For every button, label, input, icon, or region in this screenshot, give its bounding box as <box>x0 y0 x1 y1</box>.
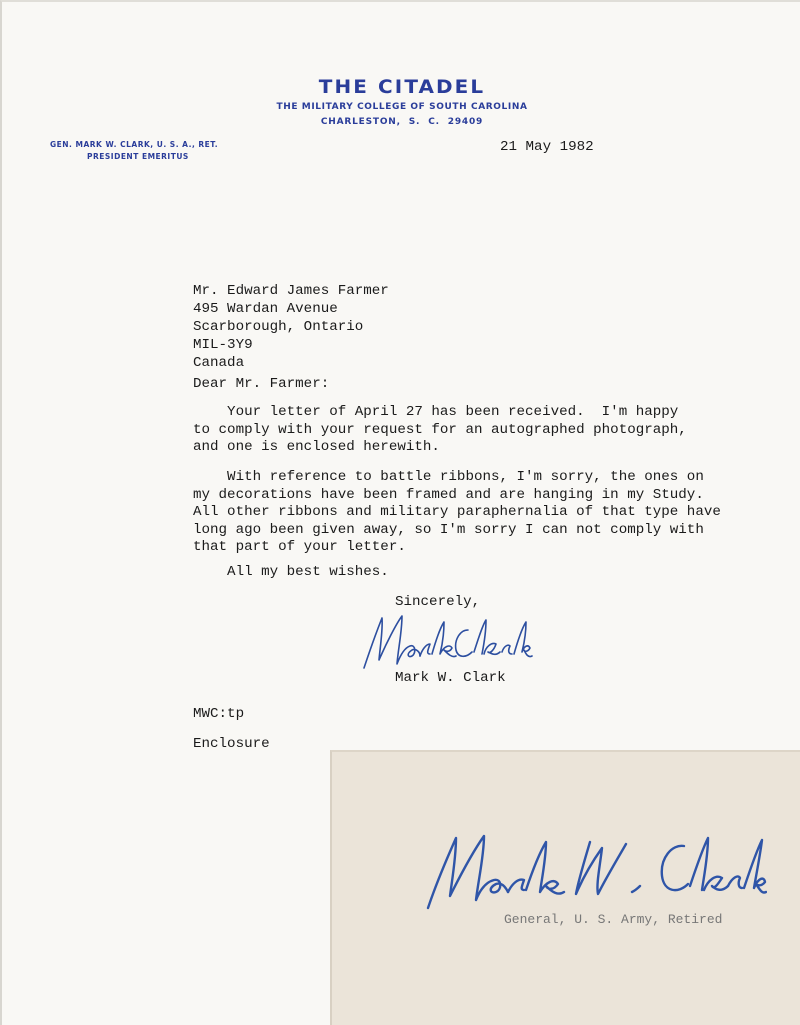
card-title: General, U. S. Army, Retired <box>504 912 723 927</box>
paragraph-2: With reference to battle ribbons, I'm sorry, the ones on my decorations have been framed and are hanging in my Study. All other ribbons and military paraphernalia of that type have long ago been given away, so I'm sorry I can not comply with that part of your letter. <box>193 469 721 555</box>
letter-date: 21 May 1982 <box>500 139 594 155</box>
recipient-address <box>193 282 389 372</box>
closing: Sincerely, <box>395 594 481 610</box>
card-signature-text: Mark W. Clark <box>422 822 428 823</box>
card-signature <box>422 822 767 922</box>
letterhead-city: CHARLESTON, S. C. 29409 <box>320 117 484 127</box>
letterhead-author <box>50 139 218 163</box>
letter-signature <box>360 610 535 672</box>
letterhead-author-title: PRESIDENT EMERITUS <box>87 152 189 161</box>
address-line: MIL-3Y9 <box>193 337 253 353</box>
typist-initials: MWC:tp <box>193 706 245 722</box>
signed-card <box>330 750 800 1025</box>
letterhead-author-name: GEN. MARK W. CLARK, U. S. A., RET. <box>50 140 219 149</box>
salutation: Dear Mr. Farmer: <box>193 376 330 392</box>
signer-name: Mark W. Clark <box>395 670 506 686</box>
letterhead-title: THE CITADEL <box>318 76 486 98</box>
address-line: Canada <box>193 355 245 371</box>
paragraph-1: Your letter of April 27 has been received. I'm happy to comply with your request for an autographed photograph, and one is enclosed herewith. <box>193 404 687 455</box>
address-line: Mr. Edward James Farmer <box>193 283 389 299</box>
letter-signature-text: Mark Clark <box>360 610 365 611</box>
enclosure-note: Enclosure <box>193 736 270 752</box>
letterhead-subtitle: THE MILITARY COLLEGE OF SOUTH CAROLINA <box>276 102 528 112</box>
paragraph-3: All my best wishes. <box>193 564 389 580</box>
address-line: 495 Wardan Avenue <box>193 301 338 317</box>
address-line: Scarborough, Ontario <box>193 319 364 335</box>
